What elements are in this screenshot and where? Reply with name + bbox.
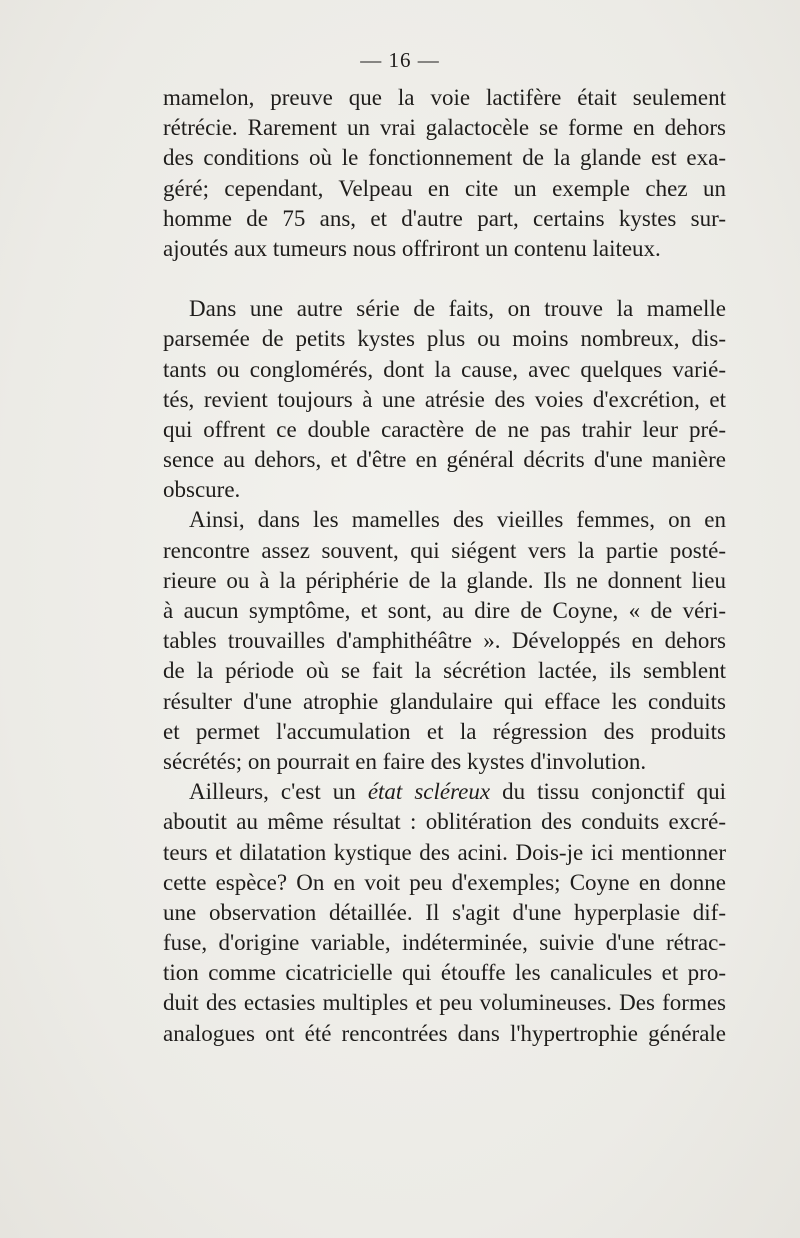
page-number: — 16 — xyxy=(360,48,440,72)
text-fragment: Ailleurs, c'est un xyxy=(189,779,368,805)
text-line: duit des ectasies multiples et peu volumineuses. Des formes xyxy=(163,990,726,1016)
text-fragment: du tissu conjonctif qui xyxy=(490,779,726,805)
text-line: rencontre assez souvent, qui siégent vers la partie posté- xyxy=(163,537,726,563)
text-line: tables trouvailles d'amphithéâtre ». Développés en dehors xyxy=(163,628,726,654)
text-line: sécrétés; on pourrait en faire des kystes d'involution. xyxy=(163,748,647,774)
text-line: teurs et dilatation kystique des acini. Dois-je ici mentionner xyxy=(163,839,726,865)
text-line: à aucun symptôme, et sont, au dire de Coyne, « de véri- xyxy=(163,598,726,623)
text-line: cette espèce? On en voit peu d'exemples; Coyne en donne xyxy=(163,869,726,895)
text-line: parsemée de petits kystes plus ou moins nombreux, dis- xyxy=(163,326,726,352)
text-line: qui offrent ce double caractère de ne pas trahir leur pré- xyxy=(163,416,726,442)
text-line: géré; cependant, Velpeau en cite un exemple chez un xyxy=(163,175,726,201)
text-line: Dans une autre série de faits, on trouve la mamelle xyxy=(189,296,726,322)
text-line: une observation détaillée. Il s'agit d'une hyperplasie dif- xyxy=(163,899,726,925)
paragraph-2 xyxy=(163,294,726,505)
paragraph-3 xyxy=(163,505,726,777)
text-line: mamelon, preuve que la voie lactifère était seulement xyxy=(163,85,726,110)
text-line: et permet l'accumulation et la régression des produits xyxy=(163,718,726,744)
text-line: sence au dehors, et d'être en général décrits d'une manière xyxy=(163,447,726,473)
text-line: aboutit au même résultat : oblitération des conduits excré- xyxy=(163,809,726,835)
body-text xyxy=(163,83,726,1049)
text-line: analogues ont été rencontrées dans l'hypertrophie générale xyxy=(163,1020,726,1046)
text-line: rétrécie. Rarement un vrai galactocèle se forme en dehors xyxy=(163,115,726,141)
paragraph-4 xyxy=(163,777,726,1049)
text-line: fuse, d'origine variable, indéterminée, suivie d'une rétrac- xyxy=(163,930,726,956)
text-line: rieure ou à la périphérie de la glande. Ils ne donnent lieu xyxy=(163,567,726,593)
text-line: tés, revient toujours à une atrésie des voies d'excrétion, et xyxy=(163,386,726,412)
text-line: tion comme cicatricielle qui étouffe les canalicules et pro- xyxy=(163,960,726,986)
text-line: tants ou conglomérés, dont la cause, avec quelques varié- xyxy=(163,356,726,382)
text-line: Ainsi, dans les mamelles des vieilles femmes, on en xyxy=(189,507,726,533)
paragraph-gap xyxy=(163,264,726,294)
text-line: de la période où se fait la sécrétion lactée, ils semblent xyxy=(163,658,726,684)
text-line: ajoutés aux tumeurs nous offriront un contenu laiteux. xyxy=(163,235,661,261)
text-line: homme de 75 ans, et d'autre part, certains kystes sur- xyxy=(163,205,726,231)
text-line: résulter d'une atrophie glandulaire qui efface les conduits xyxy=(163,688,726,714)
text-line: des conditions où le fonctionnement de la glande est exa- xyxy=(163,145,726,171)
text-line-with-emphasis xyxy=(163,777,726,807)
paragraph-1 xyxy=(163,83,726,264)
text-line: obscure. xyxy=(163,477,241,503)
emphasized-term: état scléreux xyxy=(367,779,491,805)
